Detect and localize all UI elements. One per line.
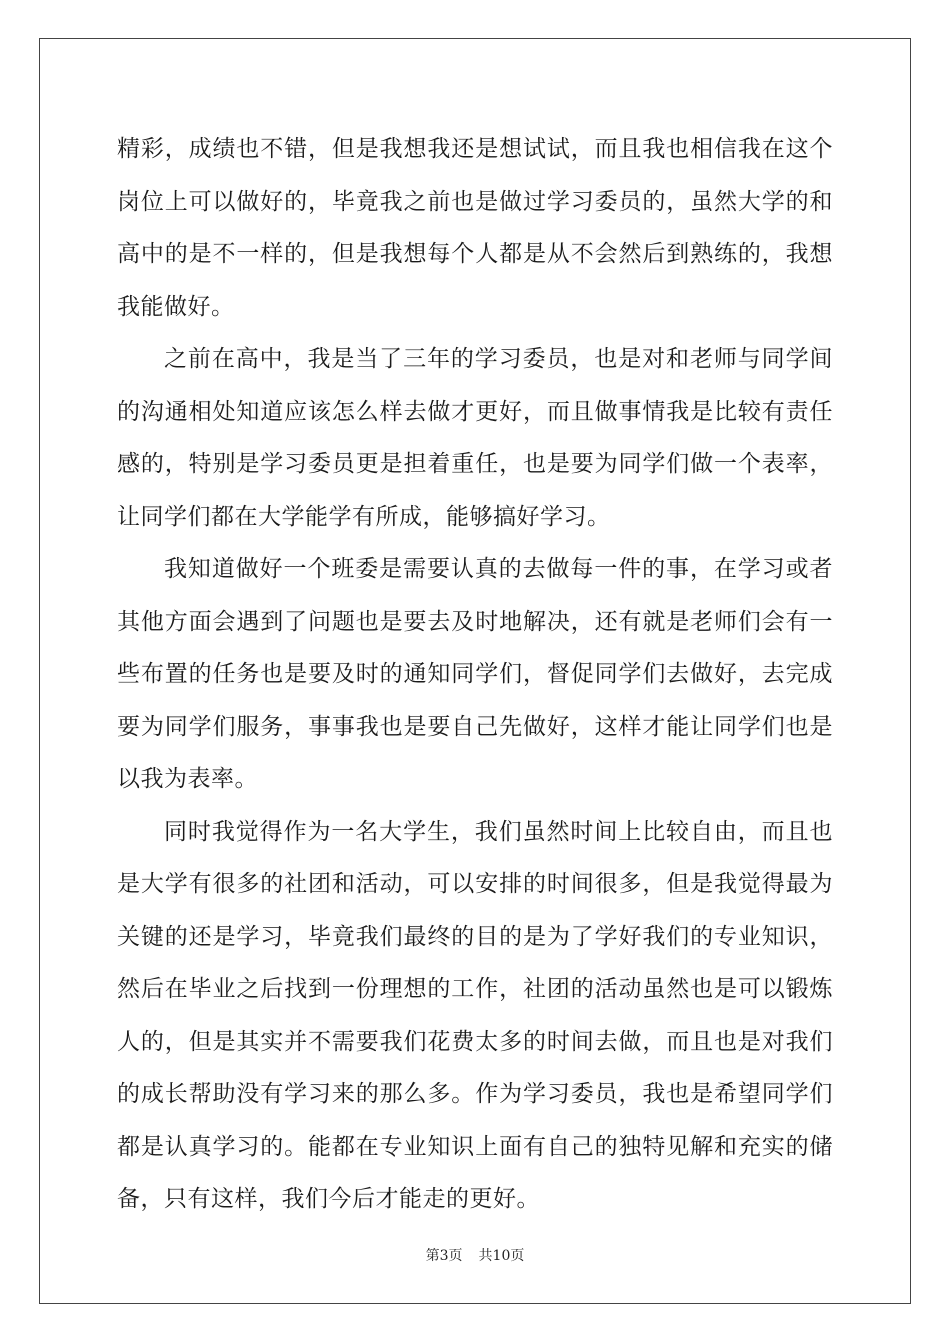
text-line: 要为同学们服务，事事我也是要自己先做好，这样才能让同学们也是 bbox=[117, 713, 833, 740]
page-footer bbox=[0, 1247, 950, 1265]
text-line: 关键的还是学习，毕竟我们最终的目的是为了学好我们的专业知识， bbox=[117, 923, 833, 950]
text-line: 高中的是不一样的，但是我想每个人都是从不会然后到熟练的，我想 bbox=[117, 241, 833, 267]
text-line: 人的，但是其实并不需要我们花费太多的时间去做，而且也是对我们 bbox=[117, 1028, 833, 1055]
text-line: 精彩，成绩也不错，但是我想我还是想试试，而且我也相信我在这个 bbox=[117, 136, 833, 162]
paragraph-first-line: 同时我觉得作为一名大学生，我们虽然时间上比较自由，而且也 bbox=[164, 818, 833, 845]
document-body bbox=[117, 123, 833, 1226]
page-number: 第3页 bbox=[425, 1248, 463, 1264]
text-line: 让同学们都在大学能学有所成，能够搞好学习。 bbox=[117, 503, 611, 530]
text-line: 然后在毕业之后找到一份理想的工作，社团的活动虽然也是可以锻炼 bbox=[117, 976, 833, 1002]
text-line: 以我为表率。 bbox=[117, 766, 258, 792]
text-line: 的沟通相处知道应该怎么样去做才更好，而且做事情我是比较有责任 bbox=[117, 398, 833, 425]
text-line: 岗位上可以做好的，毕竟我之前也是做过学习委员的，虽然大学的和 bbox=[117, 188, 833, 215]
text-line: 我能做好。 bbox=[117, 293, 235, 320]
text-line: 的成长帮助没有学习来的那么多。作为学习委员，我也是希望同学们 bbox=[117, 1081, 833, 1107]
text-line: 些布置的任务也是要及时的通知同学们，督促同学们去做好，去完成 bbox=[117, 661, 833, 687]
text-line: 都是认真学习的。能都在专业知识上面有自己的独特见解和充实的储 bbox=[117, 1133, 833, 1160]
text-line: 其他方面会遇到了问题也是要去及时地解决，还有就是老师们会有一 bbox=[117, 608, 833, 635]
paragraph-first-line: 之前在高中，我是当了三年的学习委员，也是对和老师与同学间 bbox=[164, 346, 833, 372]
page-total: 共10页 bbox=[478, 1248, 525, 1264]
text-line: 是大学有很多的社团和活动，可以安排的时间很多，但是我觉得最为 bbox=[117, 871, 833, 897]
text-line: 备，只有这样，我们今后才能走的更好。 bbox=[117, 1186, 540, 1212]
text-line: 感的，特别是学习委员更是担着重任，也是要为同学们做一个表率， bbox=[117, 451, 833, 477]
paragraph-first-line: 我知道做好一个班委是需要认真的去做每一件的事，在学习或者 bbox=[164, 556, 833, 582]
